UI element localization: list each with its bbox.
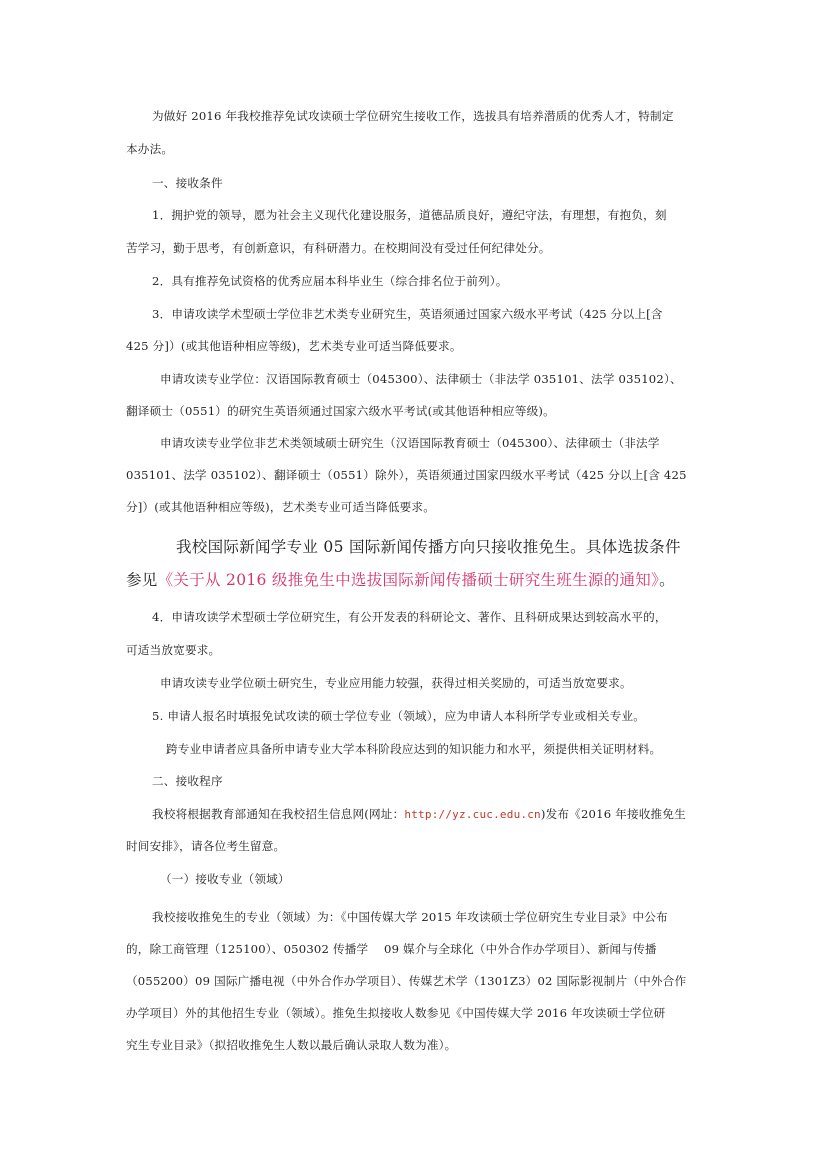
professional-degree-line-2: 翻译硕士（0551）的研究生英语须通过国家六级水平考试(或其他语种相应等级)。 <box>126 404 555 418</box>
non-art-degree-line-3: 分]）(或其他语种相应等级)，艺术类专业可适当降低要求。 <box>126 500 436 514</box>
non-art-degree-line-2: 035101、法学 035102）、翻译硕士（0551）除外），英语须通过国家四级水平考试（425 分以上[含 425 <box>126 468 687 482</box>
majors-line-2: 的，除工商管理（125100）、050302 传播学 09 媒介与全球化（中外合作办学项目）、新闻与传播 <box>126 942 657 956</box>
majors-line-3: （055200）09 国际广播电视（中外合作办学项目）、传媒艺术学（1301Z3）02 国际影视制片（中外合作 <box>126 974 687 988</box>
section-1-heading: 一、接收条件 <box>152 176 223 190</box>
admission-website-link[interactable]: http://yz.cuc.edu.cn <box>404 808 541 821</box>
intro-line-1: 为做好 2016 年我校推荐免试攻读硕士学位研究生接收工作，选拔具有培养潜质的优秀人才，特制定 <box>152 109 674 123</box>
condition-1-line-2: 苦学习，勤于思考，有创新意识，有科研潜力。在校期间没有受过任何纪律处分。 <box>126 241 551 255</box>
procedure-line-2: 时间安排》，请各位考生留意。 <box>126 839 286 853</box>
condition-1-line-1: 1．拥护党的领导，愿为社会主义现代化建设服务，道德品质良好，遵纪守法，有理想，有抱负，刻 <box>152 208 667 222</box>
professional-degree-line-1: 申请攻读专业学位：汉语国际教育硕士（045300）、法律硕士（非法学 035101、法学 035102）、 <box>160 372 682 386</box>
procedure-line-1 <box>152 806 686 823</box>
condition-5: 5. 申请人报名时填报免试攻读的硕士学位专业（领域），应为申请人本科所学专业或相关专业。 <box>152 709 646 723</box>
condition-3-line-1: 3．申请攻读学术型硕士学位非艺术类专业研究生，英语须通过国家六级水平考试（425 分以上[含 <box>152 307 663 321</box>
condition-4-line-1: 4．申请攻读学术型硕士学位研究生，有公开发表的科研论文、著作、且科研成果达到较高水平的， <box>152 610 667 624</box>
professional-relaxation: 申请攻读专业学位硕士研究生，专业应用能力较强，获得过相关奖励的，可适当放宽要求。 <box>160 676 632 690</box>
notice-period: 。 <box>659 571 675 589</box>
condition-2: 2．具有推荐免试资格的优秀应届本科毕业生（综合排名位于前列）。 <box>152 274 508 288</box>
majors-line-1: 我校接收推免生的专业（领域）为：《中国传媒大学 2015 年攻读硕士学位研究生专业目录》中公布 <box>152 910 668 924</box>
non-art-degree-line-1: 申请攻读专业学位非艺术类领域硕士研究生（汉语国际教育硕士（045300）、法律硕士（非法学 <box>160 436 660 450</box>
intl-news-notice-line-2 <box>126 570 675 590</box>
procedure-suffix: )发布《2016 年接收推免生 <box>540 807 686 821</box>
majors-line-4: 办学项目）外的其他招生专业（领域）。推免生拟接收人数参见《中国传媒大学 2016 年攻读硕士学位研 <box>126 1006 666 1020</box>
notice-see-prefix: 参见 <box>126 571 158 589</box>
intl-news-notice-line-1: 我校国际新闻学专业 05 国际新闻传播方向只接收推免生。具体选拔条件 <box>176 538 681 556</box>
subsection-1-heading: （一）接收专业（领域） <box>160 872 290 886</box>
condition-4-line-2: 可适当放宽要求。 <box>126 643 221 657</box>
section-2-heading: 二、接收程序 <box>152 774 223 788</box>
procedure-prefix: 我校将根据教育部通知在我校招生信息网(网址： <box>152 807 405 821</box>
majors-line-5: 究生专业目录》（拟招收推免生人数以最后确认录取人数为准）。 <box>126 1038 457 1052</box>
condition-3-line-2: 425 分]）(或其他语种相应等级)，艺术类专业可适当降低要求。 <box>126 339 462 353</box>
notice-link[interactable]: 《关于从 2016 级推免生中选拔国际新闻传播硕士研究生班生源的通知》 <box>157 571 660 589</box>
intro-line-2: 本办法。 <box>126 142 174 156</box>
cross-major-requirement: 跨专业申请者应具备所申请专业大学本科阶段应达到的知识能力和水平，须提供相关证明材料。 <box>166 742 662 756</box>
